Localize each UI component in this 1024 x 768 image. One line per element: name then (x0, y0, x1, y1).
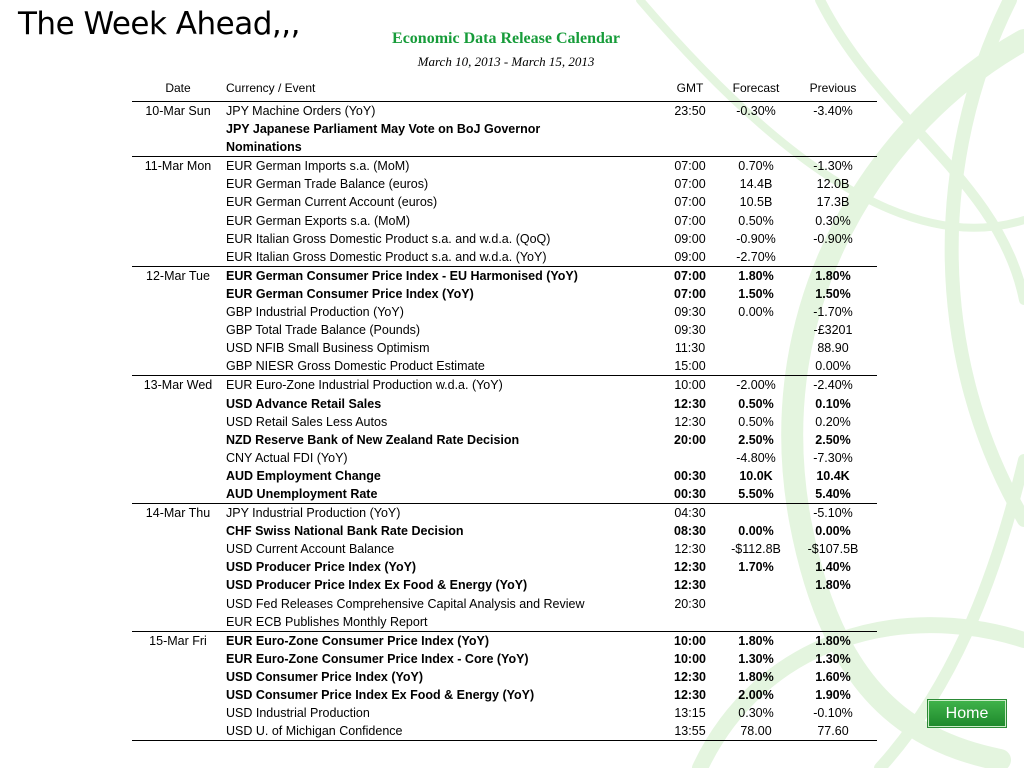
cell-event: USD Retail Sales Less Autos (226, 414, 388, 429)
cell-forecast: -0.90% (736, 231, 776, 246)
cell-event: USD Producer Price Index (YoY) (226, 560, 417, 575)
table-row (132, 212, 877, 230)
cell-previous: 0.00% (815, 524, 851, 539)
cell-gmt: 09:00 (674, 231, 706, 246)
header-gmt: GMT (676, 81, 704, 95)
cell-forecast: -4.80% (736, 450, 776, 465)
cell-previous: -0.10% (813, 706, 853, 721)
cell-event: EUR Euro-Zone Industrial Production w.d.a. (YoY) (226, 378, 503, 393)
table-row (132, 339, 877, 357)
cell-date: 15-Mar Fri (149, 633, 207, 648)
cell-previous: -2.40% (813, 378, 853, 393)
cell-previous: 1.50% (815, 286, 851, 301)
cell-forecast: 0.00% (738, 305, 774, 320)
cell-gmt: 10:00 (674, 633, 706, 648)
table-row (132, 175, 877, 193)
cell-gmt: 07:00 (674, 213, 706, 228)
cell-gmt: 09:30 (674, 323, 706, 338)
table-row (132, 449, 877, 467)
cell-event: AUD Unemployment Rate (226, 486, 378, 501)
cell-event: EUR German Consumer Price Index - EU Harmonised (YoY) (226, 268, 578, 283)
cell-previous: -1.70% (813, 305, 853, 320)
cell-event: EUR German Exports s.a. (MoM) (226, 213, 411, 228)
cell-gmt: 12:30 (674, 669, 706, 684)
cell-gmt: 12:30 (674, 542, 706, 557)
cell-forecast: 0.50% (738, 414, 774, 429)
cell-previous: 1.30% (815, 651, 851, 666)
cell-gmt: 12:30 (674, 560, 706, 575)
cell-forecast: 0.50% (738, 213, 774, 228)
table-row (132, 321, 877, 339)
cell-previous: -$107.5B (807, 542, 859, 557)
cell-gmt: 10:00 (674, 378, 706, 393)
cell-forecast: 2.00% (738, 688, 774, 702)
cell-event: EUR German Trade Balance (euros) (226, 177, 429, 192)
cell-event: EUR ECB Publishes Monthly Report (226, 614, 428, 629)
table-row (132, 157, 877, 175)
header-date: Date (165, 81, 191, 95)
cell-previous: 12.0B (816, 177, 850, 192)
cell-gmt: 07:00 (674, 159, 706, 174)
cell-previous: 88.90 (817, 341, 849, 356)
cell-event: AUD Employment Change (226, 468, 381, 483)
cell-event: JPY Machine Orders (YoY) (226, 104, 376, 118)
table-row (132, 686, 877, 704)
cell-event: EUR Italian Gross Domestic Product s.a. and w.d.a. (YoY) (226, 249, 547, 264)
cell-gmt: 20:30 (674, 596, 706, 611)
cell-forecast: 5.50% (738, 486, 774, 501)
cell-previous: 0.00% (815, 359, 851, 374)
cell-previous: 1.90% (815, 688, 851, 702)
cell-event: EUR German Imports s.a. (MoM) (226, 159, 410, 174)
cell-gmt: 12:30 (674, 396, 706, 411)
table-row (132, 485, 877, 503)
cell-gmt: 04:30 (674, 506, 706, 521)
cell-previous: 1.60% (815, 669, 851, 684)
cell-forecast: 0.70% (738, 159, 774, 174)
cell-previous: -7.30% (813, 450, 853, 465)
table-row (132, 668, 877, 686)
cell-previous: -0.90% (813, 231, 853, 246)
cell-gmt: 09:00 (674, 249, 706, 264)
cell-previous: 0.10% (815, 396, 851, 411)
cell-forecast: -0.30% (736, 104, 776, 118)
cell-event: GBP Industrial Production (YoY) (226, 305, 404, 320)
cell-event: JPY Japanese Parliament May Vote on BoJ Governor (226, 122, 541, 137)
cell-forecast: -2.70% (736, 249, 776, 264)
cell-gmt: 07:00 (674, 268, 706, 283)
cell-event: USD Industrial Production (226, 706, 370, 721)
table-row (132, 722, 877, 740)
cell-previous: 17.3B (816, 195, 850, 210)
cell-previous: 2.50% (815, 432, 851, 447)
day-group (132, 504, 877, 632)
cell-date: 11-Mar Mon (144, 159, 212, 174)
table-header (132, 79, 877, 102)
cell-previous: 10.4K (816, 468, 850, 483)
table-row (132, 303, 877, 321)
table-row (132, 595, 877, 613)
cell-forecast: 1.80% (738, 633, 774, 648)
cell-date: 14-Mar Thu (145, 506, 211, 521)
cell-event: GBP Total Trade Balance (Pounds) (226, 323, 421, 338)
table-row (132, 650, 877, 668)
cell-event: USD Current Account Balance (226, 542, 395, 557)
table-row (132, 522, 877, 540)
day-group (132, 157, 877, 267)
table-row (132, 576, 877, 594)
table-row (132, 540, 877, 558)
cell-forecast: -$112.8B (731, 542, 781, 557)
cell-event: GBP NIESR Gross Domestic Product Estimate (226, 359, 485, 374)
cell-forecast: 1.30% (738, 651, 774, 666)
cell-event: USD Advance Retail Sales (226, 396, 382, 411)
cell-gmt: 00:30 (674, 468, 706, 483)
cell-event: USD NFIB Small Business Optimism (226, 341, 430, 356)
cell-previous: 0.30% (815, 213, 851, 228)
cell-previous: -5.10% (813, 506, 853, 521)
table-row (132, 431, 877, 449)
cell-gmt: 12:30 (674, 688, 706, 702)
cell-previous: 1.40% (815, 560, 851, 575)
cell-gmt: 07:00 (674, 195, 706, 210)
table-row (132, 632, 877, 650)
table-row (132, 558, 877, 576)
calendar-title: Economic Data Release Calendar (392, 30, 620, 47)
cell-gmt: 08:30 (674, 524, 706, 539)
cell-previous: -£3201 (813, 323, 853, 338)
cell-forecast: 0.50% (738, 396, 774, 411)
day-group (132, 267, 877, 377)
table-row (132, 285, 877, 303)
day-group (132, 102, 877, 157)
cell-forecast: -2.00% (736, 378, 776, 393)
cell-event: EUR German Current Account (euros) (226, 195, 438, 210)
cell-previous: 1.80% (815, 578, 851, 593)
table-row (132, 230, 877, 248)
cell-gmt: 12:30 (674, 578, 706, 593)
cell-previous: -3.40% (813, 104, 853, 118)
calendar-date-range: March 10, 2013 - March 15, 2013 (417, 54, 595, 69)
cell-gmt: 00:30 (674, 486, 706, 501)
cell-forecast: 10.0K (739, 468, 773, 483)
day-group (132, 632, 877, 742)
cell-gmt: 15:00 (674, 359, 706, 374)
table-row (132, 467, 877, 485)
cell-forecast: 1.80% (738, 268, 774, 283)
cell-gmt: 12:30 (674, 414, 706, 429)
cell-forecast: 0.00% (738, 524, 774, 539)
table-row (132, 267, 877, 285)
table-row (132, 138, 877, 156)
cell-forecast: 1.50% (738, 286, 774, 301)
table-row (132, 357, 877, 375)
cell-gmt: 13:15 (674, 706, 706, 721)
table-row (132, 120, 877, 138)
cell-event: CHF Swiss National Bank Rate Decision (226, 524, 464, 539)
cell-event: NZD Reserve Bank of New Zealand Rate Decision (226, 432, 520, 447)
cell-event: EUR Italian Gross Domestic Product s.a. and w.d.a. (QoQ) (226, 231, 551, 246)
table-row (132, 248, 877, 266)
table-row (132, 102, 877, 120)
cell-gmt: 07:00 (674, 286, 706, 301)
cell-forecast: 78.00 (740, 724, 772, 739)
cell-gmt: 07:00 (674, 177, 706, 192)
cell-previous: 1.80% (815, 633, 851, 648)
cell-event: USD U. of Michigan Confidence (226, 724, 403, 739)
table-row (132, 413, 877, 431)
cell-event: USD Fed Releases Comprehensive Capital Analysis and Review (226, 596, 585, 611)
cell-gmt: 11:30 (674, 341, 706, 356)
cell-event: CNY Actual FDI (YoY) (226, 450, 348, 465)
cell-forecast: 2.50% (738, 432, 774, 447)
table-row (132, 376, 877, 394)
cell-previous: -1.30% (813, 159, 853, 174)
cell-event: USD Consumer Price Index (YoY) (226, 669, 424, 684)
header-event: Currency / Event (226, 81, 316, 95)
cell-gmt: 23:50 (674, 104, 706, 118)
cell-event: JPY Industrial Production (YoY) (226, 506, 401, 521)
cell-forecast: 14.4B (739, 177, 773, 192)
cell-previous: 77.60 (817, 724, 849, 739)
cell-date: 13-Mar Wed (143, 378, 213, 393)
cell-gmt: 20:00 (674, 432, 706, 447)
cell-event: Nominations (226, 140, 302, 155)
slide-title: The Week Ahead,,, (18, 6, 300, 42)
table-row (132, 504, 877, 522)
table-row (132, 193, 877, 211)
cell-event: USD Producer Price Index Ex Food & Energy (YoY) (226, 578, 528, 593)
cell-gmt: 10:00 (674, 651, 706, 666)
cell-event: EUR German Consumer Price Index (YoY) (226, 286, 474, 301)
cell-event: EUR Euro-Zone Consumer Price Index - Core (YoY) (226, 651, 529, 666)
day-group (132, 376, 877, 504)
cell-event: USD Consumer Price Index Ex Food & Energy (YoY) (226, 688, 535, 702)
cell-previous: 5.40% (815, 486, 851, 501)
cell-previous: 1.80% (815, 268, 851, 283)
calendar-table (132, 102, 877, 741)
cell-date: 12-Mar Tue (146, 268, 210, 283)
cell-forecast: 1.80% (738, 669, 774, 684)
table-row (132, 704, 877, 722)
cell-gmt: 13:55 (674, 724, 706, 739)
header-previous: Previous (809, 81, 857, 95)
cell-forecast: 10.5B (739, 195, 773, 210)
table-row (132, 395, 877, 413)
cell-event: EUR Euro-Zone Consumer Price Index (YoY) (226, 633, 490, 648)
home-button[interactable]: Home (928, 700, 1006, 727)
header-forecast: Forecast (732, 81, 780, 95)
cell-previous: 0.20% (815, 414, 851, 429)
cell-forecast: 1.70% (738, 560, 774, 575)
cell-forecast: 0.30% (738, 706, 774, 721)
table-row (132, 613, 877, 631)
cell-gmt: 09:30 (674, 305, 706, 320)
cell-date: 10-Mar Sun (145, 104, 211, 118)
